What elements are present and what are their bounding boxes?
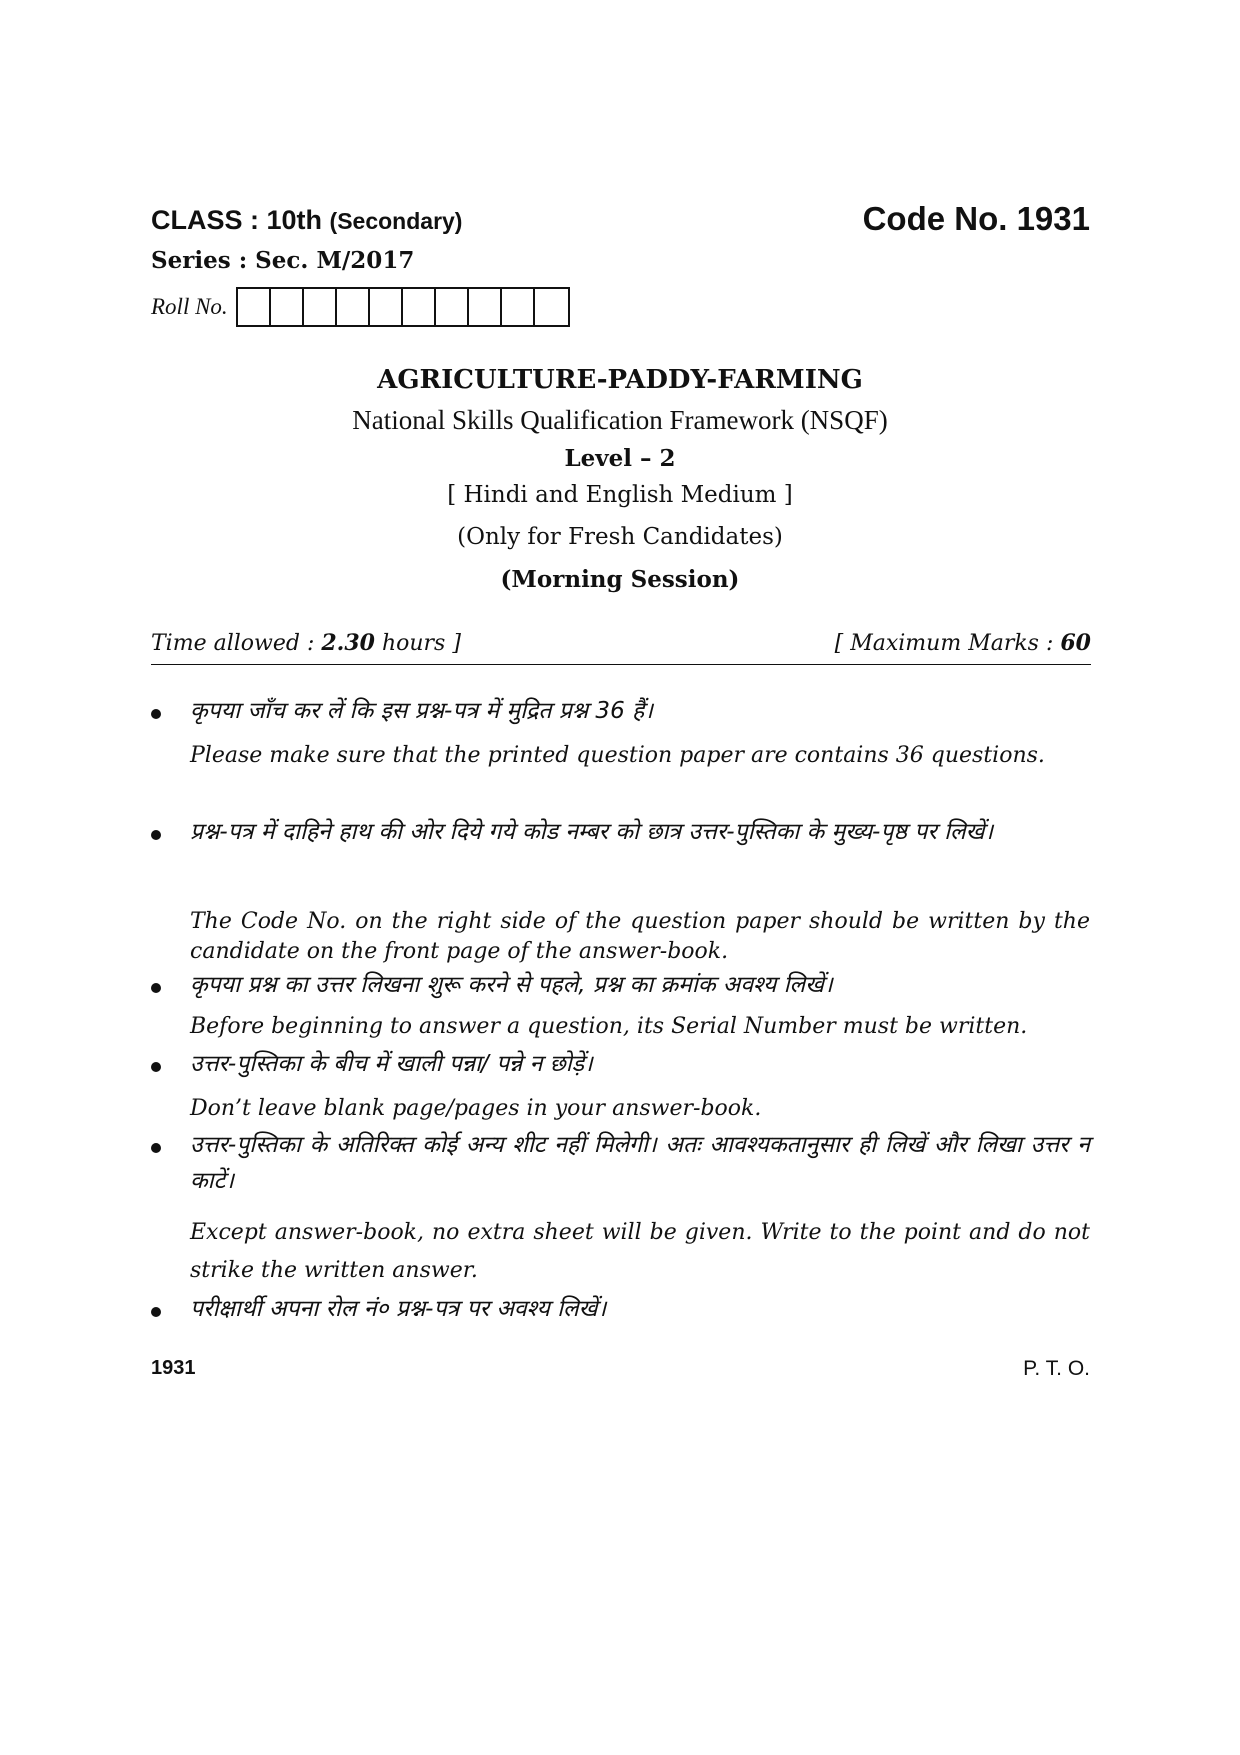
bullet-dot xyxy=(151,830,161,840)
series-line: Series : Sec. M/2017 xyxy=(151,247,415,274)
roll-digit-box[interactable] xyxy=(403,289,436,325)
instruction-english: The Code No. on the right side of the question paper should be written by the candidate on the front page of the answer-book. xyxy=(190,909,1090,964)
roll-digit-box[interactable] xyxy=(502,289,535,325)
bullet-dot xyxy=(151,709,161,719)
session-note: (Morning Session) xyxy=(500,566,740,593)
time-allowed xyxy=(151,630,461,656)
instruction-hindi: उत्तर-पुस्तिका के अतिरिक्त कोई अन्य शीट नहीं मिलेगी। अतः आवश्यकतानुसार ही लिखें और लिखा उत्तर न काटें। xyxy=(190,1132,1090,1194)
roll-digit-box[interactable] xyxy=(436,289,469,325)
roll-digit-box[interactable] xyxy=(304,289,337,325)
time-prefix: Time allowed : xyxy=(151,631,322,656)
roll-number-boxes[interactable] xyxy=(236,287,570,327)
instruction-english: Don’t leave blank page/pages in your answer-book. xyxy=(190,1096,762,1121)
roll-digit-box[interactable] xyxy=(238,289,271,325)
instruction-hindi: कृपया प्रश्न का उत्तर लिखना शुरू करने से पहले, प्रश्न का क्रमांक अवश्य लिखें। xyxy=(190,972,833,998)
level-title: Level – 2 xyxy=(564,445,676,472)
marks-value: 60 xyxy=(1060,630,1091,656)
candidates-note: (Only for Fresh Candidates) xyxy=(457,524,783,550)
code-number: Code No. 1931 xyxy=(862,200,1090,237)
instruction-english: Except answer-book, no extra sheet will be given. Write to the point and do not strike the written answer. xyxy=(190,1220,1090,1283)
bullet-dot xyxy=(151,1307,161,1317)
instruction-hindi: प्रश्न-पत्र में दाहिने हाथ की ओर दिये गये कोड नम्बर को छात्र उत्तर-पुस्तिका के मुख्य-पृष्ठ पर लिखें। xyxy=(190,819,994,845)
class-label: CLASS : 10th xyxy=(151,205,323,235)
footer-code: 1931 xyxy=(151,1357,196,1379)
class-suffix: (Secondary) xyxy=(329,208,463,234)
roll-label: Roll No. xyxy=(151,294,228,319)
bullet-dot xyxy=(151,1143,161,1153)
roll-digit-box[interactable] xyxy=(337,289,370,325)
instruction-english: Please make sure that the printed question paper are contains 36 questions. xyxy=(190,743,1045,768)
roll-digit-box[interactable] xyxy=(469,289,502,325)
instruction-hindi: उत्तर-पुस्तिका के बीच में खाली पन्ना/ पन्ने न छोड़ें। xyxy=(190,1051,593,1077)
marks-prefix: [ Maximum Marks : xyxy=(834,631,1061,656)
footer-pto: P. T. O. xyxy=(1023,1357,1090,1380)
framework-title: National Skills Qualification Framework (NSQF) xyxy=(352,405,888,435)
medium-note: [ Hindi and English Medium ] xyxy=(447,482,793,508)
bullet-dot xyxy=(151,1062,161,1072)
time-suffix: hours ] xyxy=(374,631,461,656)
subject-title: AGRICULTURE-PADDY-FARMING xyxy=(377,365,863,395)
roll-digit-box[interactable] xyxy=(370,289,403,325)
instruction-hindi: कृपया जाँच कर लें कि इस प्रश्न-पत्र में मुद्रित प्रश्न 36 हैं। xyxy=(190,698,653,724)
roll-number-field xyxy=(151,287,570,327)
maximum-marks xyxy=(835,630,1091,656)
time-value: 2.30 xyxy=(321,630,375,656)
time-marks-row xyxy=(151,630,1091,665)
class-heading xyxy=(151,205,462,236)
roll-digit-box[interactable] xyxy=(271,289,304,325)
instruction-english: Before beginning to answer a question, its Serial Number must be written. xyxy=(190,1014,1028,1039)
bullet-dot xyxy=(151,983,161,993)
roll-digit-box[interactable] xyxy=(535,289,568,325)
instruction-hindi: परीक्षार्थी अपना रोल नं० प्रश्न-पत्र पर अवश्य लिखें। xyxy=(190,1296,607,1322)
